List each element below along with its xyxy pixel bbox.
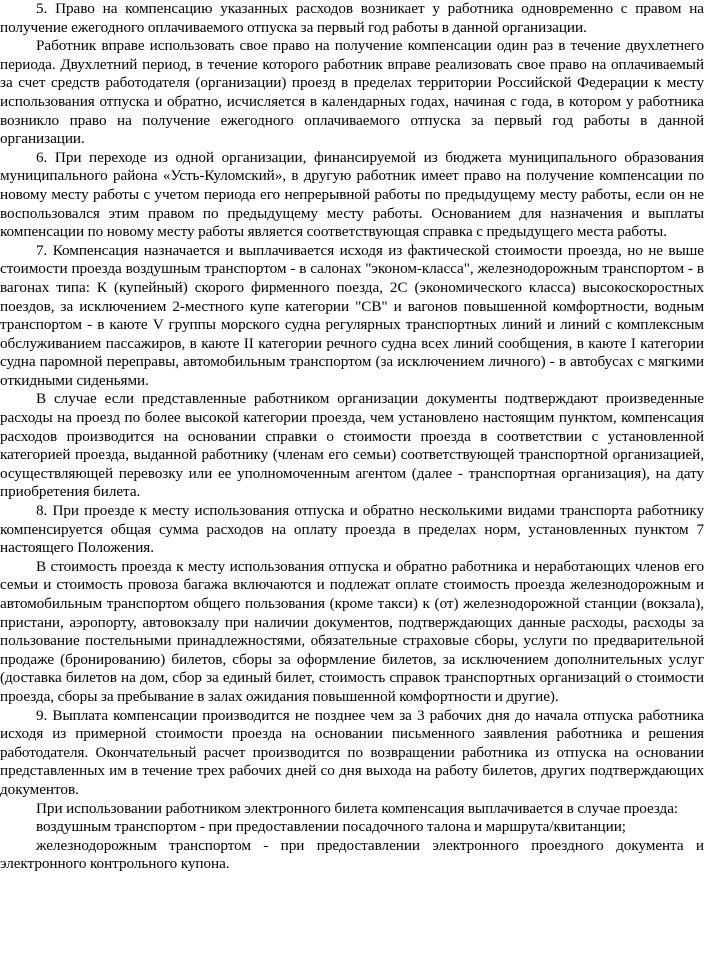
paragraph-air-transport: воздушным транспортом - при предоставлении посадочного талона и маршрута/квитанции; [36,818,626,836]
paragraph-8-several-transport: 8. При проезде к месту использования отпуска и обратно несколькими видами транспорта работнику компенсируется общая сумма расходов на оплату проезда в пределах норм, установленных пунктом 7 настоящего Положения. [0,502,704,557]
paragraph-rail-transport: железнодорожным транспортом - при предоставлении электронного проездного документа и электронного контрольного купона. [0,836,704,873]
paragraph-9-payment-timing: 9. Выплата компенсации производится не позднее чем за 3 рабочих дня до начала отпуска работника исходя из примерной стоимости проезда на основании письменного заявления работника и решения работодателя. Окончательный расчет производится по возвращении работника из отпуска на основании представленных им в течение трех рабочих дней со дня выхода на работу билетов, других подтверждающих документов. [0,706,704,798]
paragraph-higher-category: В случае если представленные работником организации документы подтверждают произведенные расходы на проезд по более высокой категории проезда, чем установлено настоящим пунктом, компенсация расходов производится на основании справки о стоимости проезда в соответствии с установленной категорией проезда, выданной работнику (членам его семьи) соответствующей транспортной организацией, осуществляющей перевозку или ее уполномоченным агентом (далее - транспортная организация), на дату приобретения билета. [0,390,704,501]
paragraph-7-compensation-basis: 7. Компенсация назначается и выплачивается исходя из фактической стоимости проезда, но не выше стоимости проезда воздушным транспортом - в салонах "эконом-класса", железнодорожным транспортом - в вагонах типа: К (купейный) скорого фирменного поезда, 2С (экономического класса) высокоскоростных поездов, за исключением 2-местного купе категории "СВ" и вагонов повышенной комфортности, водным транспортом - в каюте V группы морского судна регулярных транспортных линий и линий с комплексным обслуживанием пассажиров, в каюте II категории речного судна всех линий сообщения, в каюте I категории судна паромной переправы, автомобильным транспортом (за исключением личного) - в автобусах с мягкими откидными сиденьями. [0,241,704,389]
paragraph-two-year-period: Работник вправе использовать свое право на получение компенсации один раз в течение двухлетнего периода. Двухлетний период, в течение которого работник вправе реализовать свое право на оплачиваемый за счет средств работодателя (организации) проезд в пределах территории Российской Федерации к месту использования отпуска и обратно, исчисляется в календарных годах, начиная с года, в котором у работника возникло право на получение ежегодного оплачиваемого отпуска за первый год работы в данной организации. [0,37,704,148]
paragraph-electronic-ticket: При использовании работником электронного билета компенсация выплачивается в случае проезда: [36,799,679,817]
paragraph-6-transfer: 6. При переходе из одной организации, финансируемой из бюджета муниципального образования муниципального района «Усть-Куломский», в другую работник имеет право на получение компенсации по новому месту работы с учетом периода его непрерывной работы по предыдущему месту работы, если он не воспользовался этим правом по предыдущему месту работы. Основанием для назначения и выплаты компенсации по новому месту работы является соответствующая справка с предыдущего места работы. [0,148,704,241]
paragraph-included-costs: В стоимость проезда к месту использования отпуска и обратно работника и неработающих членов его семьи и стоимость провоза багажа включаются и подлежат оплате стоимость проезда железнодорожным и автомобильным транспортом общего пользования (кроме такси) к (от) железнодорожной станции (вокзала), пристани, аэропорту, автовокзалу при наличии документов, подтверждающих данные расходы, расходы за пользование постельными принадлежностями, обязательные страховые сборы, услуги по предварительной продаже (бронированию) билетов, сборы за оформление билетов, за исключением дополнительных услуг (доставка билетов на дом, сбор за единый билет, стоимость справок транспортных организаций о стоимости проезда, сборы за пребывание в залах ожидания повышенной комфортности и другие). [0,557,704,705]
paragraph-5-right-arises: 5. Право на компенсацию указанных расходов возникает у работника одновременно с правом на получение ежегодного оплачиваемого отпуска за первый год работы в данной организации. [0,0,704,36]
